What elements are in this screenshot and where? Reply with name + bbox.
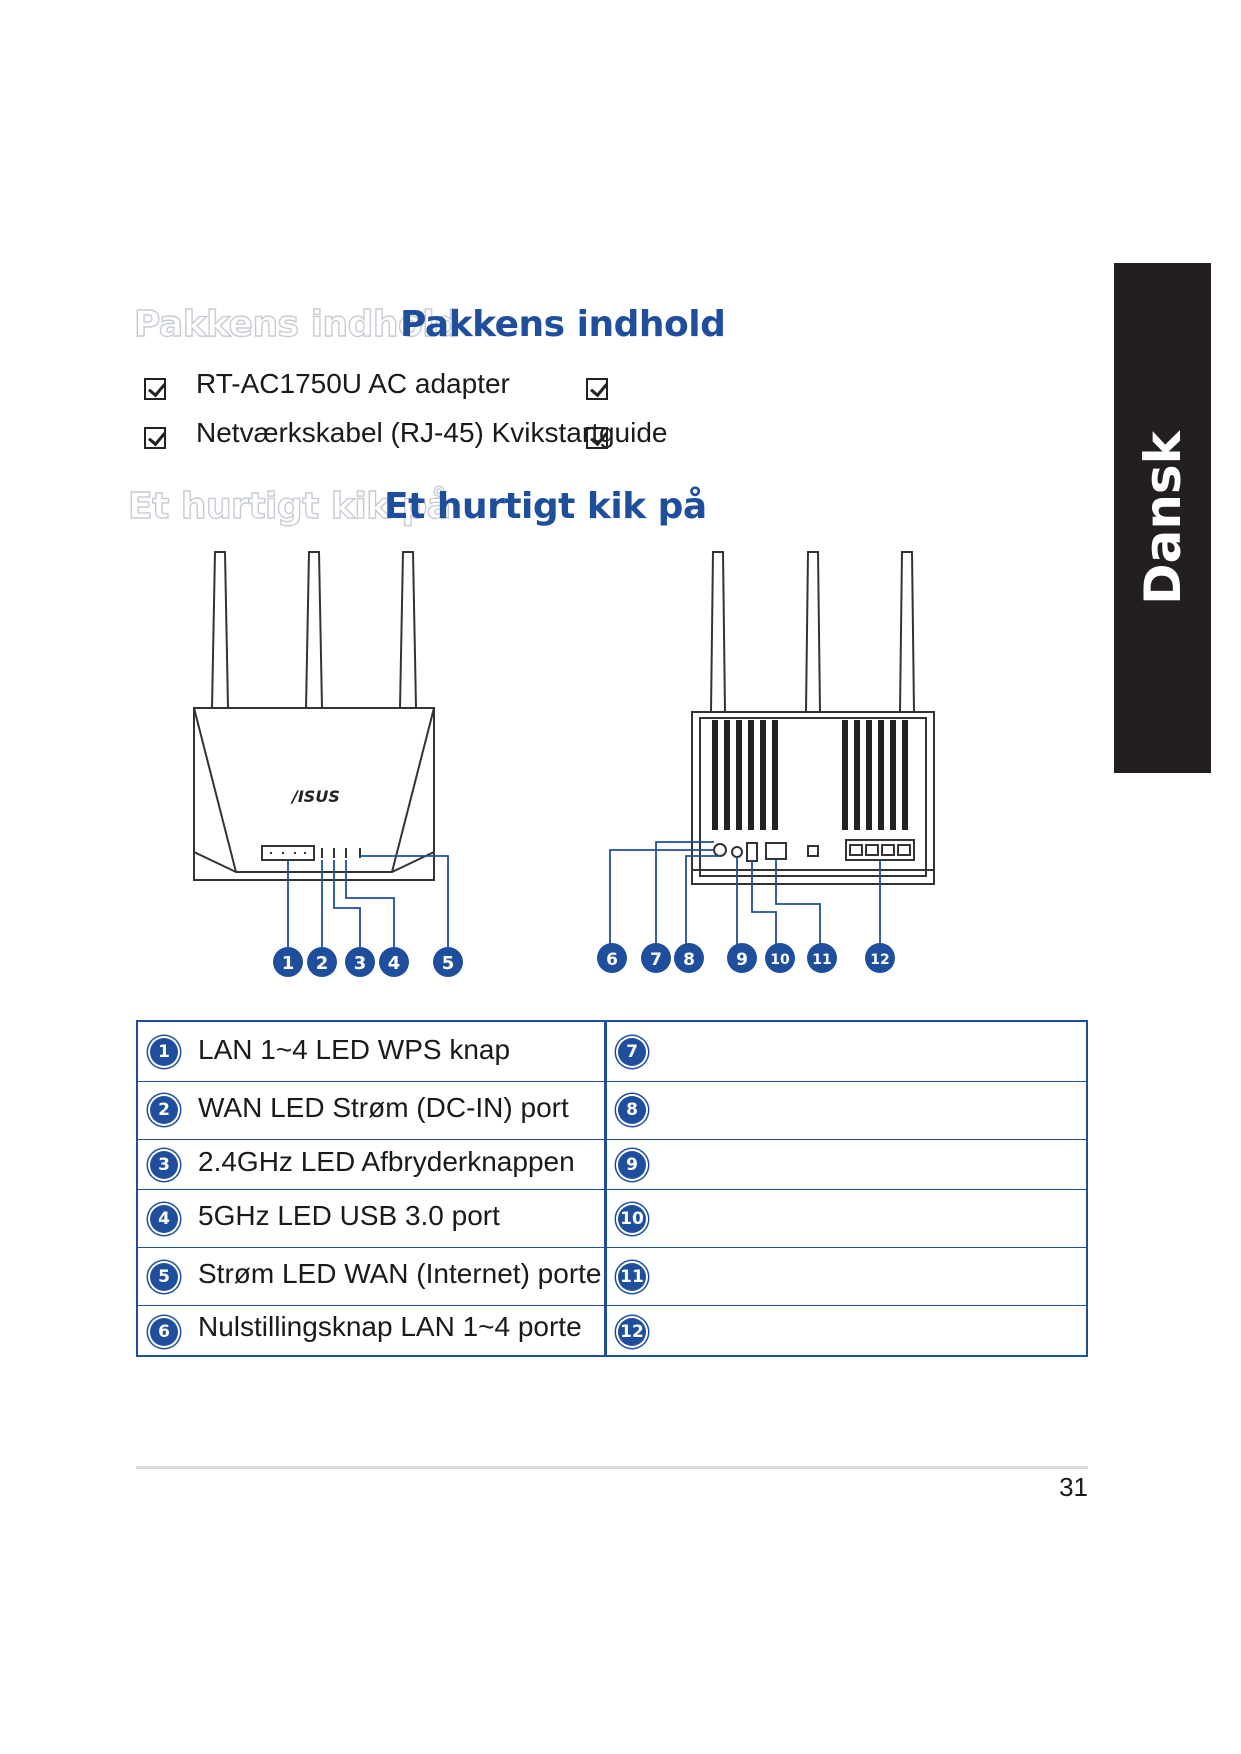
callout-11	[807, 943, 837, 973]
row-right-number-badge: 9	[616, 1149, 648, 1181]
callout-3-label: 3	[353, 953, 367, 974]
callout-7-label: 7	[650, 950, 662, 970]
package-title: Pakkens indhold	[400, 304, 726, 345]
parts-table	[136, 1020, 1088, 1357]
callout-5	[433, 947, 463, 977]
front-callouts	[273, 947, 463, 977]
callout-9	[727, 943, 757, 973]
row-text: 2.4GHz LED Afbryderknappen	[198, 1146, 575, 1177]
table-row	[138, 1306, 1086, 1356]
callout-2	[307, 947, 337, 977]
table-row	[138, 1082, 1086, 1140]
package-item-text: RT-AC1750U AC adapter	[196, 368, 510, 399]
row-text: Strøm LED WAN (Internet) porte	[198, 1258, 602, 1289]
overview-ghost-title: Et hurtigt kik på	[128, 486, 451, 527]
callout-6-label: 6	[606, 950, 618, 970]
row-number-badge: 5	[148, 1261, 180, 1293]
package-item-text: Netværkskabel (RJ-45) Kvikstartguide	[196, 417, 668, 448]
row-text: 5GHz LED USB 3.0 port	[198, 1200, 500, 1231]
page-number: 31	[1059, 1472, 1088, 1502]
row-number-badge: 2	[148, 1094, 180, 1126]
row-right-number-badge: 10	[616, 1203, 648, 1235]
callout-2-label: 2	[315, 953, 329, 974]
callout-10-label: 10	[770, 952, 790, 968]
callout-1-label: 1	[281, 953, 295, 974]
callout-8-label: 8	[683, 950, 695, 970]
row-right-number-badge: 12	[616, 1316, 648, 1348]
callout-4-label: 4	[387, 953, 401, 974]
row-text: WAN LED Strøm (DC-IN) port	[198, 1092, 569, 1123]
row-number-badge: 6	[148, 1316, 180, 1348]
table-row	[138, 1190, 1086, 1248]
callout-3	[345, 947, 375, 977]
table-row	[138, 1248, 1086, 1306]
table-row	[138, 1022, 1086, 1082]
overview-title: Et hurtigt kik på	[384, 486, 707, 527]
package-ghost-title: Pakkens indhold	[134, 304, 460, 345]
callout-1	[273, 947, 303, 977]
callout-12	[865, 943, 895, 973]
language-tab-label: Dansk	[1133, 431, 1192, 605]
row-right-number-badge: 11	[616, 1261, 648, 1293]
row-number-badge: 4	[148, 1203, 180, 1235]
callout-5-label: 5	[441, 953, 455, 974]
callout-11-label: 11	[812, 952, 832, 968]
row-text: Nulstillingsknap LAN 1~4 porte	[198, 1311, 582, 1342]
row-text: LAN 1~4 LED WPS knap	[198, 1034, 511, 1065]
callout-4	[379, 947, 409, 977]
callout-7	[641, 943, 671, 973]
row-number-badge: 1	[148, 1036, 180, 1068]
callout-10	[765, 943, 795, 973]
row-number-badge: 3	[148, 1149, 180, 1181]
callout-8	[674, 943, 704, 973]
footer-rule	[136, 1466, 1088, 1469]
table-row	[138, 1140, 1086, 1190]
front-brand-logo: /ISUS	[292, 787, 340, 806]
front-view-illustration	[194, 552, 448, 952]
rear-view-illustration	[610, 552, 934, 948]
rear-callouts	[597, 943, 895, 973]
callout-12-label: 12	[870, 952, 890, 968]
row-right-number-badge: 8	[616, 1094, 648, 1126]
callout-6	[597, 943, 627, 973]
callout-9-label: 9	[736, 950, 748, 970]
row-right-number-badge: 7	[616, 1036, 648, 1068]
